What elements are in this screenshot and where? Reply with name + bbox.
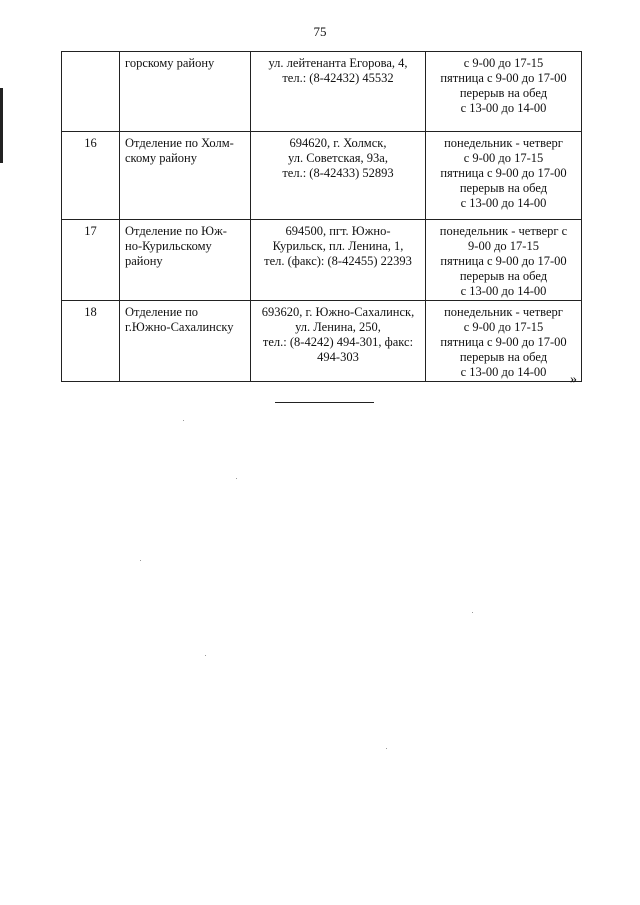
office-hours-line: перерыв на обед <box>459 181 548 195</box>
office-name-line: г.Южно-Сахалинску <box>125 320 234 334</box>
office-address <box>251 220 426 301</box>
office-address-line: тел.: (8-42433) 52893 <box>282 166 394 180</box>
office-address-line: ул. Ленина, 250, <box>295 320 381 334</box>
office-name-line: Отделение по <box>125 305 199 319</box>
office-name-line: району <box>125 254 163 268</box>
office-hours-line: пятница с 9-00 до 17-00 <box>440 71 567 85</box>
office-address-line: 694500, пгт. Южно- <box>285 224 391 238</box>
office-address-line: Курильск, пл. Ленина, 1, <box>272 239 404 253</box>
office-address <box>251 301 426 382</box>
office-hours-line: с 13-00 до 14-00 <box>460 284 547 298</box>
office-address-line: ул. лейтенанта Егорова, 4, <box>268 56 408 70</box>
office-name-line: горскому району <box>125 56 215 70</box>
office-name-line: Отделение по Юж- <box>125 224 227 238</box>
closing-quote: » <box>570 372 577 387</box>
office-hours-line: понедельник - четверг с <box>439 224 568 238</box>
office-hours-line: перерыв на обед <box>459 350 548 364</box>
office-name <box>120 220 251 301</box>
offices-table-body <box>62 52 582 382</box>
office-hours-line: пятница с 9-00 до 17-00 <box>440 254 567 268</box>
offices-table <box>61 51 582 382</box>
office-address-line: тел.: (8-42432) 45532 <box>282 71 394 85</box>
office-address-line: 693620, г. Южно-Сахалинск, <box>261 305 415 319</box>
office-name <box>120 52 251 132</box>
office-hours-line: перерыв на обед <box>459 269 548 283</box>
page-number: 75 <box>313 24 327 39</box>
office-hours-line: пятница с 9-00 до 17-00 <box>440 166 567 180</box>
office-name <box>120 132 251 220</box>
table-row <box>62 301 582 382</box>
row-number: 17 <box>62 220 120 301</box>
scan-speck <box>140 560 141 561</box>
office-hours <box>426 52 582 132</box>
scan-speck <box>472 612 473 613</box>
office-address-line: 694620, г. Холмск, <box>289 136 387 150</box>
office-name-line: Отделение по Холм- <box>125 136 234 150</box>
office-address-line: тел. (факс): (8-42455) 22393 <box>264 254 412 268</box>
office-name <box>120 301 251 382</box>
scan-speck <box>183 420 184 421</box>
table-row <box>62 52 582 132</box>
office-address-line: тел.: (8-4242) 494-301, факс: <box>262 335 414 349</box>
scan-speck <box>205 655 206 656</box>
office-hours-line: с 9-00 до 17-15 <box>463 56 544 70</box>
office-hours <box>426 220 582 301</box>
office-hours-line: пятница с 9-00 до 17-00 <box>440 335 567 349</box>
office-name-line: скому району <box>125 151 197 165</box>
office-hours-line: с 9-00 до 17-15 <box>463 151 544 165</box>
office-hours-line: понедельник - четверг <box>444 305 563 319</box>
scan-speck <box>386 748 387 749</box>
office-hours-line: с 13-00 до 14-00 <box>460 101 547 115</box>
office-address-line: ул. Советская, 93а, <box>288 151 388 165</box>
office-hours-line: понедельник - четверг <box>444 136 563 150</box>
row-number <box>62 52 120 132</box>
row-number: 16 <box>62 132 120 220</box>
office-hours-line: перерыв на обед <box>459 86 548 100</box>
office-hours-line: 9-00 до 17-15 <box>468 239 539 253</box>
office-address-line: 494-303 <box>317 350 359 364</box>
scan-margin-mark <box>0 88 3 163</box>
office-address <box>251 132 426 220</box>
office-address <box>251 52 426 132</box>
scan-speck <box>236 478 237 479</box>
table-row <box>62 132 582 220</box>
office-name-line: но-Курильскому <box>125 239 212 253</box>
table-row <box>62 220 582 301</box>
office-hours <box>426 132 582 220</box>
office-hours-line: с 9-00 до 17-15 <box>463 320 544 334</box>
row-number: 18 <box>62 301 120 382</box>
end-rule <box>275 402 374 403</box>
office-hours <box>426 301 582 382</box>
office-hours-line: с 13-00 до 14-00 <box>460 196 547 210</box>
office-hours-line: с 13-00 до 14-00 <box>460 365 547 379</box>
